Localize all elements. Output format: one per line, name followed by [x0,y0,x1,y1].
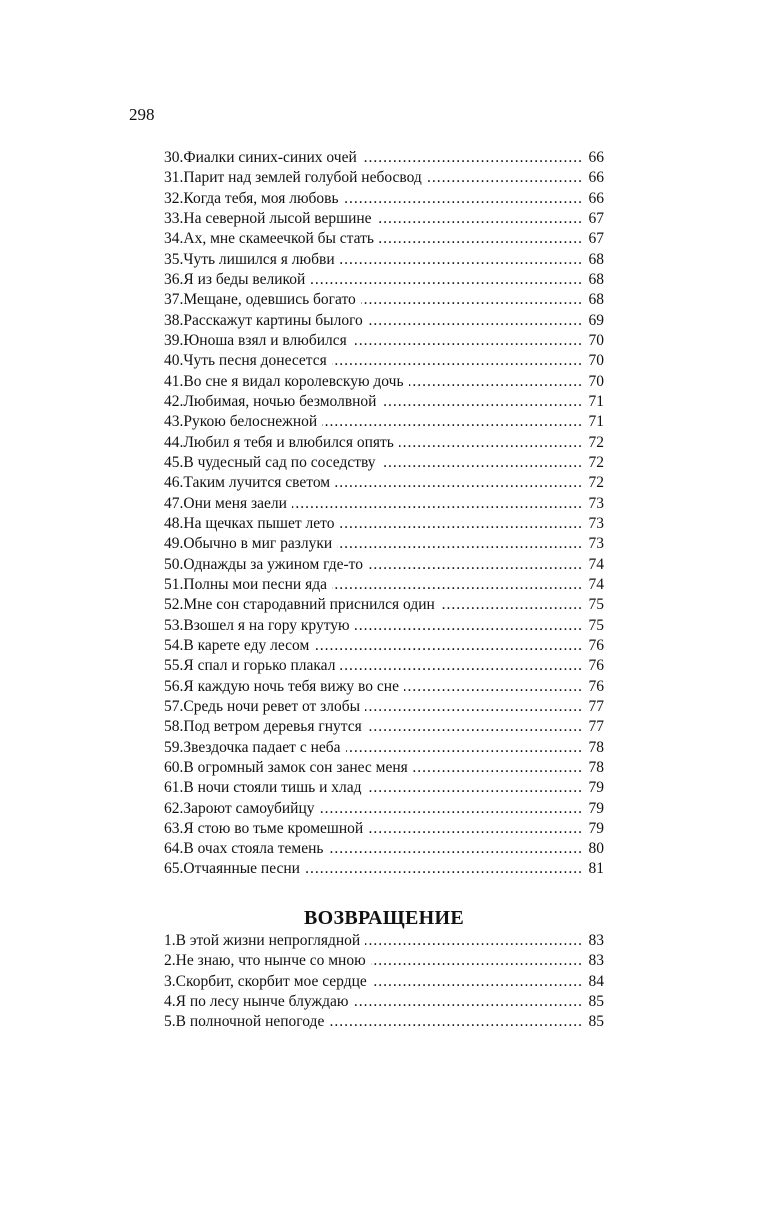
toc-entry-title: 42.Любимая, ночью безмолвной [164,392,377,410]
toc-entry-page: 71 [588,413,604,431]
toc-entry-title: 60.В огромный замок сон занес меня [164,758,408,776]
toc-entry-page: 77 [588,718,604,736]
toc-entry [164,412,604,432]
toc-leader-dots [413,758,583,778]
toc-entry-title: 45.В чудесный сад по соседству [164,453,376,471]
table-of-contents-part-2 [164,931,604,1033]
toc-entry [164,972,604,992]
toc-entry-title: 51.Полны мои песни яда [164,575,327,593]
toc-entry-title: 43.Рукою белоснежной [164,413,318,431]
toc-entry-page: 84 [588,972,604,990]
toc-entry-title: 41.Во сне я видал королевскую дочь [164,372,404,390]
toc-entry [164,494,604,514]
table-of-contents-part-1 [164,148,604,880]
toc-entry [164,595,604,615]
toc-leader-dots [322,412,583,432]
toc-entry [164,311,604,331]
toc-entry [164,839,604,859]
toc-entry-title: 59.Звездочка падает с неба [164,738,341,756]
toc-entry [164,290,604,310]
toc-leader-dots [371,951,583,971]
toc-entry-page: 70 [588,331,604,349]
toc-leader-dots [328,839,583,859]
toc-entry [164,738,604,758]
toc-leader-dots [337,534,583,554]
toc-entry-page: 83 [588,932,604,949]
toc-leader-dots [427,168,583,188]
toc-entry-page: 68 [588,250,604,268]
toc-entry-page: 72 [588,453,604,471]
toc-leader-dots [361,290,583,310]
toc-entry [164,799,604,819]
toc-entry-page: 83 [588,952,604,970]
toc-entry-title: 34.Ах, мне скамеечкой бы стать [164,230,374,248]
toc-entry-title: 33.На северной лысой вершине [164,209,372,227]
toc-entry-page: 79 [588,799,604,817]
toc-entry [164,453,604,473]
toc-entry-title: 49.Обычно в миг разлуки [164,535,333,553]
toc-leader-dots [365,697,583,717]
toc-leader-dots [352,331,583,351]
toc-entry-page: 73 [588,535,604,553]
toc-entry-title: 64.В очах стояла темень [164,840,324,858]
toc-entry [164,229,604,249]
toc-leader-dots [409,372,583,392]
toc-entry-title: 38.Расскажут картины былого [164,311,363,329]
toc-entry [164,168,604,188]
toc-leader-dots [365,931,583,951]
toc-entry [164,331,604,351]
toc-entry [164,677,604,697]
toc-entry [164,189,604,209]
toc-leader-dots [372,972,583,992]
toc-entry [164,778,604,798]
toc-entry-title: 61.В ночи стояли тишь и хлад [164,779,362,797]
toc-entry-title: 35.Чуть лишился я любви [164,250,335,268]
toc-entry-title: 37.Мещане, одевшись богато [164,291,356,309]
toc-entry-title: 4.Я по лесу нынче блуждаю [164,992,349,1010]
toc-entry [164,270,604,290]
toc-leader-dots [381,392,583,412]
toc-leader-dots [344,189,583,209]
toc-leader-dots [355,616,583,636]
toc-entry [164,148,604,168]
toc-entry-page: 72 [588,474,604,492]
toc-entry-page: 66 [588,149,604,166]
toc-leader-dots [346,738,583,758]
toc-entry-title: 2.Не знаю, что нынче со мною [164,952,366,970]
toc-entry-page: 78 [588,738,604,756]
toc-entry-title: 53.Взошел я на гору крутую [164,616,350,634]
toc-leader-dots [329,1012,583,1032]
toc-entry [164,758,604,778]
toc-entry-title: 50.Однажды за ужином где-то [164,555,364,573]
toc-leader-dots [305,859,583,879]
toc-entry-page: 76 [588,677,604,695]
toc-entry-page: 74 [588,575,604,593]
toc-entry [164,392,604,412]
toc-leader-dots [367,778,583,798]
toc-entry-page: 79 [588,819,604,837]
toc-entry [164,697,604,717]
toc-entry [164,351,604,371]
toc-leader-dots [377,209,583,229]
toc-entry-page: 75 [588,616,604,634]
toc-leader-dots [440,595,583,615]
toc-entry-page: 74 [588,555,604,573]
toc-entry [164,473,604,493]
toc-entry [164,717,604,737]
toc-leader-dots [368,311,583,331]
toc-entry-page: 66 [588,189,604,207]
toc-entry [164,555,604,575]
toc-leader-dots [310,270,583,290]
toc-entry-page: 78 [588,758,604,776]
toc-entry-title: 52.Мне сон стародавний приснился один [164,596,435,614]
toc-entry-page: 69 [588,311,604,329]
toc-entry [164,514,604,534]
toc-leader-dots [320,799,583,819]
toc-entry [164,859,604,879]
toc-entry-title: 48.На щечках пышет лето [164,514,335,532]
toc-entry-title: 47.Они меня заели [164,494,287,512]
toc-leader-dots [332,575,583,595]
toc-entry [164,931,604,951]
toc-leader-dots [340,250,583,270]
toc-leader-dots [368,819,583,839]
toc-entry [164,372,604,392]
toc-entry [164,534,604,554]
toc-leader-dots [353,992,583,1012]
toc-entry-title: 3.Скорбит, скорбит мое сердце [164,972,367,990]
toc-leader-dots [367,717,583,737]
toc-leader-dots [339,514,583,534]
toc-entry-title: 65.Отчаянные песни [164,860,300,878]
toc-entry-page: 67 [588,209,604,227]
toc-entry-title: 57.Средь ночи ревет от злобы [164,697,361,715]
toc-leader-dots [335,473,583,493]
toc-entry-page: 73 [588,514,604,532]
toc-entry-page: 76 [588,636,604,654]
toc-entry-page: 80 [588,840,604,858]
toc-entry-page: 72 [588,433,604,451]
toc-entry-title: 31.Парит над землей голубой небосвод [164,169,422,187]
toc-entry-title: 55.Я спал и горько плакал [164,657,336,675]
toc-entry [164,575,604,595]
toc-leader-dots [332,351,583,371]
toc-entry-page: 70 [588,372,604,390]
page-number: 298 [129,105,155,124]
toc-entry-title: 56.Я каждую ночь тебя вижу во сне [164,677,399,695]
toc-entry-page: 76 [588,657,604,675]
toc-entry [164,992,604,1012]
toc-entry [164,636,604,656]
toc-entry [164,616,604,636]
section-heading: ВОЗВРАЩЕНИЕ [304,907,464,929]
toc-entry-page: 81 [588,860,604,878]
toc-leader-dots [399,433,583,453]
toc-entry-title: 1.В этой жизни непроглядной [164,932,361,949]
toc-entry [164,951,604,971]
toc-leader-dots [404,677,583,697]
toc-entry-page: 85 [588,992,604,1010]
toc-leader-dots [362,148,583,168]
toc-entry [164,250,604,270]
toc-entry-page: 70 [588,352,604,370]
toc-leader-dots [314,636,583,656]
toc-entry-page: 71 [588,392,604,410]
toc-entry-page: 77 [588,697,604,715]
toc-entry-title: 44.Любил я тебя и влюбился опять [164,433,394,451]
toc-entry-page: 66 [588,169,604,187]
toc-leader-dots [340,656,583,676]
toc-entry-title: 40.Чуть песня донесется [164,352,327,370]
toc-entry-page: 68 [588,270,604,288]
toc-leader-dots [292,494,583,514]
toc-entry-page: 85 [588,1013,604,1031]
toc-entry-title: 39.Юноша взял и влюбился [164,331,347,349]
toc-entry [164,433,604,453]
toc-entry [164,1012,604,1032]
toc-entry-title: 30.Фиалки синих-синих очей [164,149,357,166]
toc-leader-dots [368,555,583,575]
toc-entry-title: 62.Зароют самоубийцу [164,799,315,817]
toc-entry-page: 75 [588,596,604,614]
toc-entry-title: 46.Таким лучится светом [164,474,331,492]
toc-entry-title: 32.Когда тебя, моя любовь [164,189,339,207]
toc-entry-page: 79 [588,779,604,797]
toc-entry [164,209,604,229]
toc-entry-title: 58.Под ветром деревья гнутся [164,718,362,736]
toc-entry-title: 5.В полночной непогоде [164,1013,325,1031]
toc-entry-page: 67 [588,230,604,248]
toc-entry-title: 63.Я стою во тьме кромешной [164,819,364,837]
toc-leader-dots [381,453,583,473]
toc-entry-title: 36.Я из беды великой [164,270,306,288]
toc-leader-dots [379,229,583,249]
toc-entry-page: 68 [588,291,604,309]
toc-entry [164,656,604,676]
toc-entry [164,819,604,839]
toc-entry-title: 54.В карете еду лесом [164,636,310,654]
toc-entry-page: 73 [588,494,604,512]
